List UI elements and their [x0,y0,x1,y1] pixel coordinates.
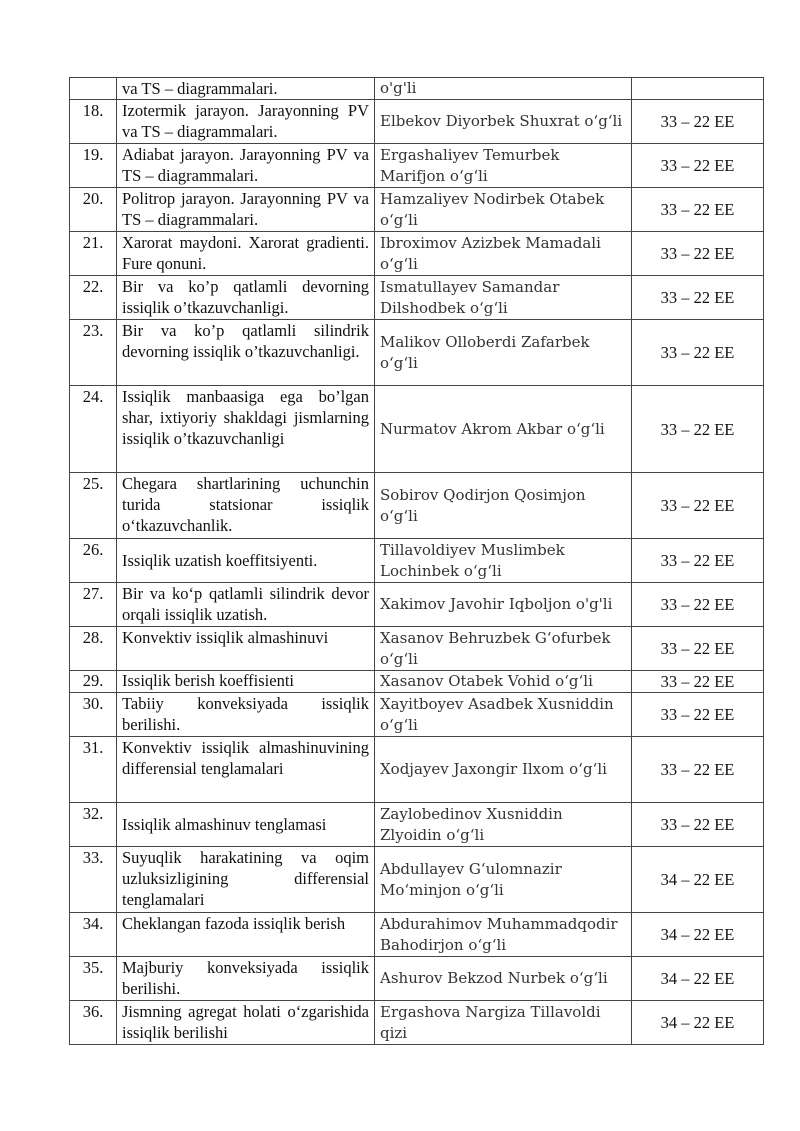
row-number: 21. [70,232,117,276]
student-name-cell: Zaylobedinov Xusniddin Zlyoidin o‘g‘li [375,803,632,847]
table-row [70,78,764,100]
row-number: 28. [70,627,117,671]
table-row [70,473,764,539]
table-row [70,188,764,232]
group-cell: 34 – 22 EE [632,913,764,957]
group-cell: 33 – 22 EE [632,539,764,583]
student-name-cell: Malikov Olloberdi Zafarbek o‘g‘li [375,320,632,386]
topic-cell: Cheklangan fazoda issiqlik berish [117,913,375,957]
group-cell: 33 – 22 EE [632,473,764,539]
student-name-cell: Ergashova Nargiza Tillavoldi qizi [375,1001,632,1045]
row-number: 23. [70,320,117,386]
student-name-cell: Ergashaliyev Temurbek Marifjon o‘g‘li [375,144,632,188]
table-row [70,1001,764,1045]
topic-cell: Issiqlik uzatish koeffitsiyenti. [117,539,375,583]
topic-cell: Konvektiv issiqlik almashinuvining differensial tenglamalari [117,737,375,803]
row-number: 19. [70,144,117,188]
row-number: 29. [70,671,117,693]
student-name-cell: Elbekov Diyorbek Shuxrat o‘g‘li [375,100,632,144]
topic-cell: Jismning agregat holati o‘zgarishida issiqlik berilishi [117,1001,375,1045]
student-topics-table [69,77,764,1045]
topic-cell: Bir va ko‘p qatlamli silindrik devor orqali issiqlik uzatish. [117,583,375,627]
topic-cell: Tabiiy konveksiyada issiqlik berilishi. [117,693,375,737]
table-row [70,539,764,583]
group-cell: 33 – 22 EE [632,803,764,847]
table-row [70,320,764,386]
topic-cell: Bir va ko’p qatlamli silindrik devorning issiqlik o’tkazuvchanligi. [117,320,375,386]
row-number: 35. [70,957,117,1001]
table-row [70,957,764,1001]
row-number: 30. [70,693,117,737]
row-number: 36. [70,1001,117,1045]
group-cell: 33 – 22 EE [632,276,764,320]
table-row [70,803,764,847]
group-cell: 33 – 22 EE [632,627,764,671]
student-name-cell: Abdullayev G‘ulomnazir Mo‘minjon o‘g‘li [375,847,632,913]
group-cell: 34 – 22 EE [632,957,764,1001]
topic-cell: Politrop jarayon. Jarayonning PV va TS – diagrammalari. [117,188,375,232]
row-number: 22. [70,276,117,320]
table-row [70,232,764,276]
row-number: 18. [70,100,117,144]
student-name-cell: Xayitboyev Asadbek Xusniddin o‘g‘li [375,693,632,737]
student-name-cell: Abdurahimov Muhammadqodir Bahodirjon o‘g‘li [375,913,632,957]
row-number [70,78,117,100]
topic-cell: va TS – diagrammalari. [117,78,375,100]
topic-cell: Adiabat jarayon. Jarayonning PV va TS – diagrammalari. [117,144,375,188]
table-row [70,627,764,671]
student-name-cell: Hamzaliyev Nodirbek Otabek o‘g‘li [375,188,632,232]
group-cell: 33 – 22 EE [632,100,764,144]
group-cell: 33 – 22 EE [632,693,764,737]
row-number: 20. [70,188,117,232]
group-cell: 33 – 22 EE [632,144,764,188]
student-name-cell: Ashurov Bekzod Nurbek o‘g‘li [375,957,632,1001]
group-cell: 33 – 22 EE [632,583,764,627]
topic-cell: Suyuqlik harakatining va oqim uzluksizligining differensial tenglamalari [117,847,375,913]
group-cell: 33 – 22 EE [632,671,764,693]
student-name-cell: Xasanov Otabek Vohid o‘g‘li [375,671,632,693]
topic-cell: Konvektiv issiqlik almashinuvi [117,627,375,671]
topic-cell: Issiqlik berish koeffisienti [117,671,375,693]
student-name-cell: Nurmatov Akrom Akbar o‘g‘li [375,386,632,473]
row-number: 25. [70,473,117,539]
group-cell: 33 – 22 EE [632,232,764,276]
row-number: 32. [70,803,117,847]
topic-cell: Izotermik jarayon. Jarayonning PV va TS – diagrammalari. [117,100,375,144]
table-row [70,737,764,803]
table-row [70,693,764,737]
topic-cell: Issiqlik manbaasiga ega bo’lgan shar, ixtiyoriy shakldagi jismlarning issiqlik o’tkazuvchanligi [117,386,375,473]
row-number: 34. [70,913,117,957]
student-name-cell: Xakimov Javohir Iqboljon o'g'li [375,583,632,627]
table-row [70,144,764,188]
group-cell: 33 – 22 EE [632,386,764,473]
row-number: 31. [70,737,117,803]
group-cell: 33 – 22 EE [632,737,764,803]
topic-cell: Xarorat maydoni. Xarorat gradienti. Fure qonuni. [117,232,375,276]
student-name-cell: Tillavoldiyev Muslimbek Lochinbek o‘g‘li [375,539,632,583]
student-name-cell: Ibroximov Azizbek Mamadali o‘g‘li [375,232,632,276]
table-row [70,913,764,957]
group-cell: 33 – 22 EE [632,188,764,232]
row-number: 27. [70,583,117,627]
topic-cell: Issiqlik almashinuv tenglamasi [117,803,375,847]
table-row [70,100,764,144]
row-number: 33. [70,847,117,913]
student-name-cell: Ismatullayev Samandar Dilshodbek o‘g‘li [375,276,632,320]
table-row [70,276,764,320]
group-cell [632,78,764,100]
student-name-cell: Xodjayev Jaxongir Ilxom o‘g‘li [375,737,632,803]
group-cell: 33 – 22 EE [632,320,764,386]
topic-cell: Chegara shartlarining uchunchin turida statsionar issiqlik o‘tkazuvchanlik. [117,473,375,539]
table-row [70,583,764,627]
group-cell: 34 – 22 EE [632,1001,764,1045]
student-name-cell: Sobirov Qodirjon Qosimjon o‘g‘li [375,473,632,539]
table-row [70,671,764,693]
group-cell: 34 – 22 EE [632,847,764,913]
row-number: 26. [70,539,117,583]
student-name-cell: o'g'li [375,78,632,100]
table-row [70,847,764,913]
student-name-cell: Xasanov Behruzbek G‘ofurbek o‘g‘li [375,627,632,671]
topic-cell: Bir va ko’p qatlamli devorning issiqlik o’tkazuvchanligi. [117,276,375,320]
topic-cell: Majburiy konveksiyada issiqlik berilishi. [117,957,375,1001]
table-row [70,386,764,473]
row-number: 24. [70,386,117,473]
